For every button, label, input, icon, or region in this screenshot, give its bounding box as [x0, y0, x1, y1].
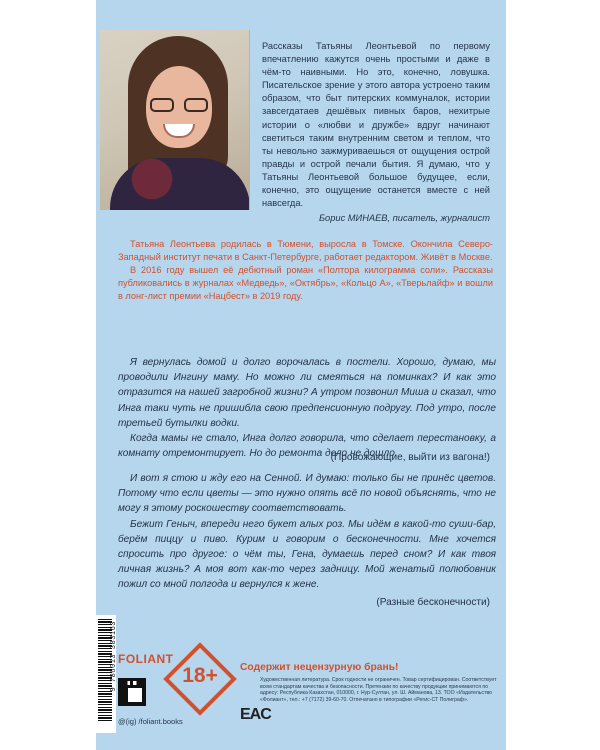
excerpt-paragraph: И вот я стою и жду его на Сенной. И думаю: только бы не принёс цветов. Потому что если цветы — это нужно опять всё по новой объяснять, что не могу я этому роскошеству соответствовать. [118, 473, 496, 515]
bio-paragraph: В 2016 году вышел её дебютный роман «Полтора килограмма соли». Рассказы публиковались в журналах «Медведь», «Октябрь», «Кольцо А», «Тверьлайф» и вошли в лонг-лист премии «Нацбест» в 2019 году. [118, 265, 493, 301]
legal-text: Художественная литература. Срок годности не ограничен. Товар сертифицирован. Соответствует всем стандартам качества и безопасности. Претензии по качеству продукции принимаются по адресу: Республика Казахстан, 010000, г. Нур-Султан, ул. Ш. Айманова, 13. ТОО «Издательство «Фолиант», тел.: +7 (7172) 39-60-70. Отпечатано в типографии «Регис-СТ Полиграф». [260, 677, 497, 704]
excerpt-paragraph: Бежит Геныч, впереди него букет алых роз. Мы идём в какой-то суши-бар, берём пиццу и пиво. Курим и говорим о бесконечности. Мне хочется спросить про другое: о чём ты, Гена, думаешь перед сном? И как твоя личная жизнь? А моя вот как-то через задницу. Мой женатый полюбовник пожил со мной полгода и вернулся к жене. [118, 518, 496, 591]
eac-mark: EAC [240, 706, 271, 723]
excerpt-2-title: (Разные бесконечности) [376, 597, 490, 608]
review-author: Борис МИНАЕВ, писатель, журналист [319, 213, 490, 223]
instagram-handle: @(ig) /foliant.books [118, 717, 183, 726]
excerpt-2 [118, 471, 496, 593]
photo-glasses [150, 98, 208, 112]
photo-clothes [110, 158, 250, 210]
content-warning: Содержит нецензурную брань! [240, 662, 399, 673]
excerpt-1-title: (Провожающие, выйти из вагона!) [330, 452, 490, 463]
excerpt-1 [118, 355, 496, 461]
publisher-logo [118, 652, 174, 666]
bio-paragraph: Татьяна Леонтьева родилась в Тюмени, выросла в Томске. Окончила Северо-Западный институт печати в Санкт-Петербурге, работает редактором. Живёт в Москве. [118, 239, 493, 262]
excerpt-paragraph: Я вернулась домой и долго ворочалась в постели. Хорошо, думаю, мы проводили Ингину маму. Но можно ли смеяться на поминках? И как это отразится на нашей загробной жизни? А утром позвонил Миша и сказал, что Инга таки чуть не пришибла свою предпенсионную подругу. Под утро, после третьей бутылки водки. [118, 357, 496, 429]
author-photo [100, 30, 250, 210]
isbn-digits: 9 786013 383163 [110, 621, 118, 692]
author-bio [118, 238, 493, 303]
qr-code [118, 678, 146, 706]
age-rating: 18+ [182, 664, 218, 687]
excerpt-paragraph: Когда мамы не стало, Инга долго говорила, что сделает перестановку, а комнату отремонтирует. Но до ремонта дело не дошло. [118, 433, 496, 460]
review-quote: Рассказы Татьяны Леонтьевой по первому впечатлению кажутся очень простыми и даже в чём-то наивными. Но это, конечно, ловушка. Писательское зрение у этого автора устроено таким образом, что быт питерских коммуналок, истории завсегдатаев дешёвых пивных баров, нехитрые истории о «любви и дружбе» вдруг начинают светиться таким внутренним светом и теплом, что ты невольно зажмуриваешься от ощущения острой правды и острой печали бытия. Я думаю, что у Татьяны Леонтьевой большое будущее, если, конечно, это ощущение останется вместе с ней навсегда. [262, 41, 490, 209]
isbn-barcode [96, 615, 116, 733]
publisher-name: FOLIANT [118, 652, 174, 666]
